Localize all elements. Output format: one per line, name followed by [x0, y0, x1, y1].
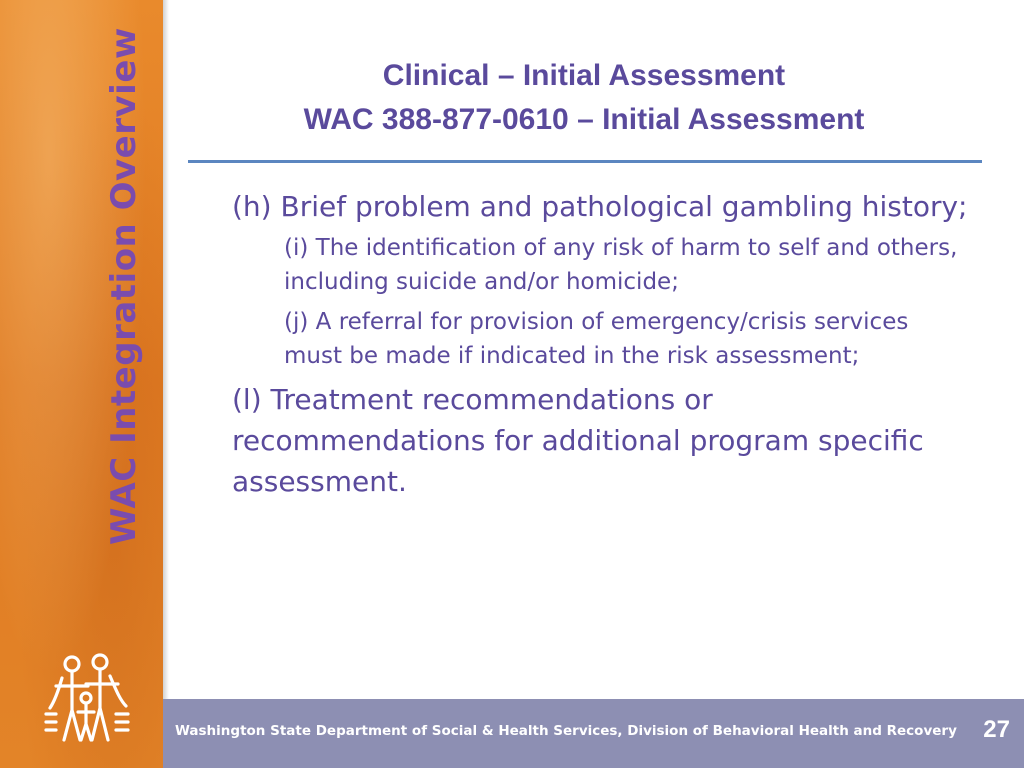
family-figures-icon	[42, 652, 134, 744]
slide-body	[232, 186, 972, 506]
title-line-2: WAC 388-877-0610 – Initial Assessment	[303, 103, 865, 136]
item-l: (l) Treatment recommendations or recommendations for additional program specific assessment.	[232, 383, 924, 498]
slide-title	[188, 54, 980, 142]
sidebar-panel	[0, 0, 163, 768]
title-divider	[188, 160, 982, 163]
item-i: (i) The identification of any risk of harm to self and others, including suicide and/or homicide;	[284, 235, 958, 295]
sidebar-shadow	[163, 0, 169, 768]
page-number: 27	[983, 716, 1010, 743]
sidebar-vertical-title: WAC Integration Overview	[104, 27, 144, 545]
footer-bar	[163, 699, 1024, 768]
item-j: (j) A referral for provision of emergency/crisis services must be made if indicated in the risk assessment;	[284, 309, 909, 369]
title-line-1: Clinical – Initial Assessment	[382, 59, 786, 92]
item-h: (h) Brief problem and pathological gambling history;	[232, 190, 968, 223]
footer-organization: Washington State Department of Social & Health Services, Division of Behavioral Health and Recovery	[175, 723, 957, 739]
